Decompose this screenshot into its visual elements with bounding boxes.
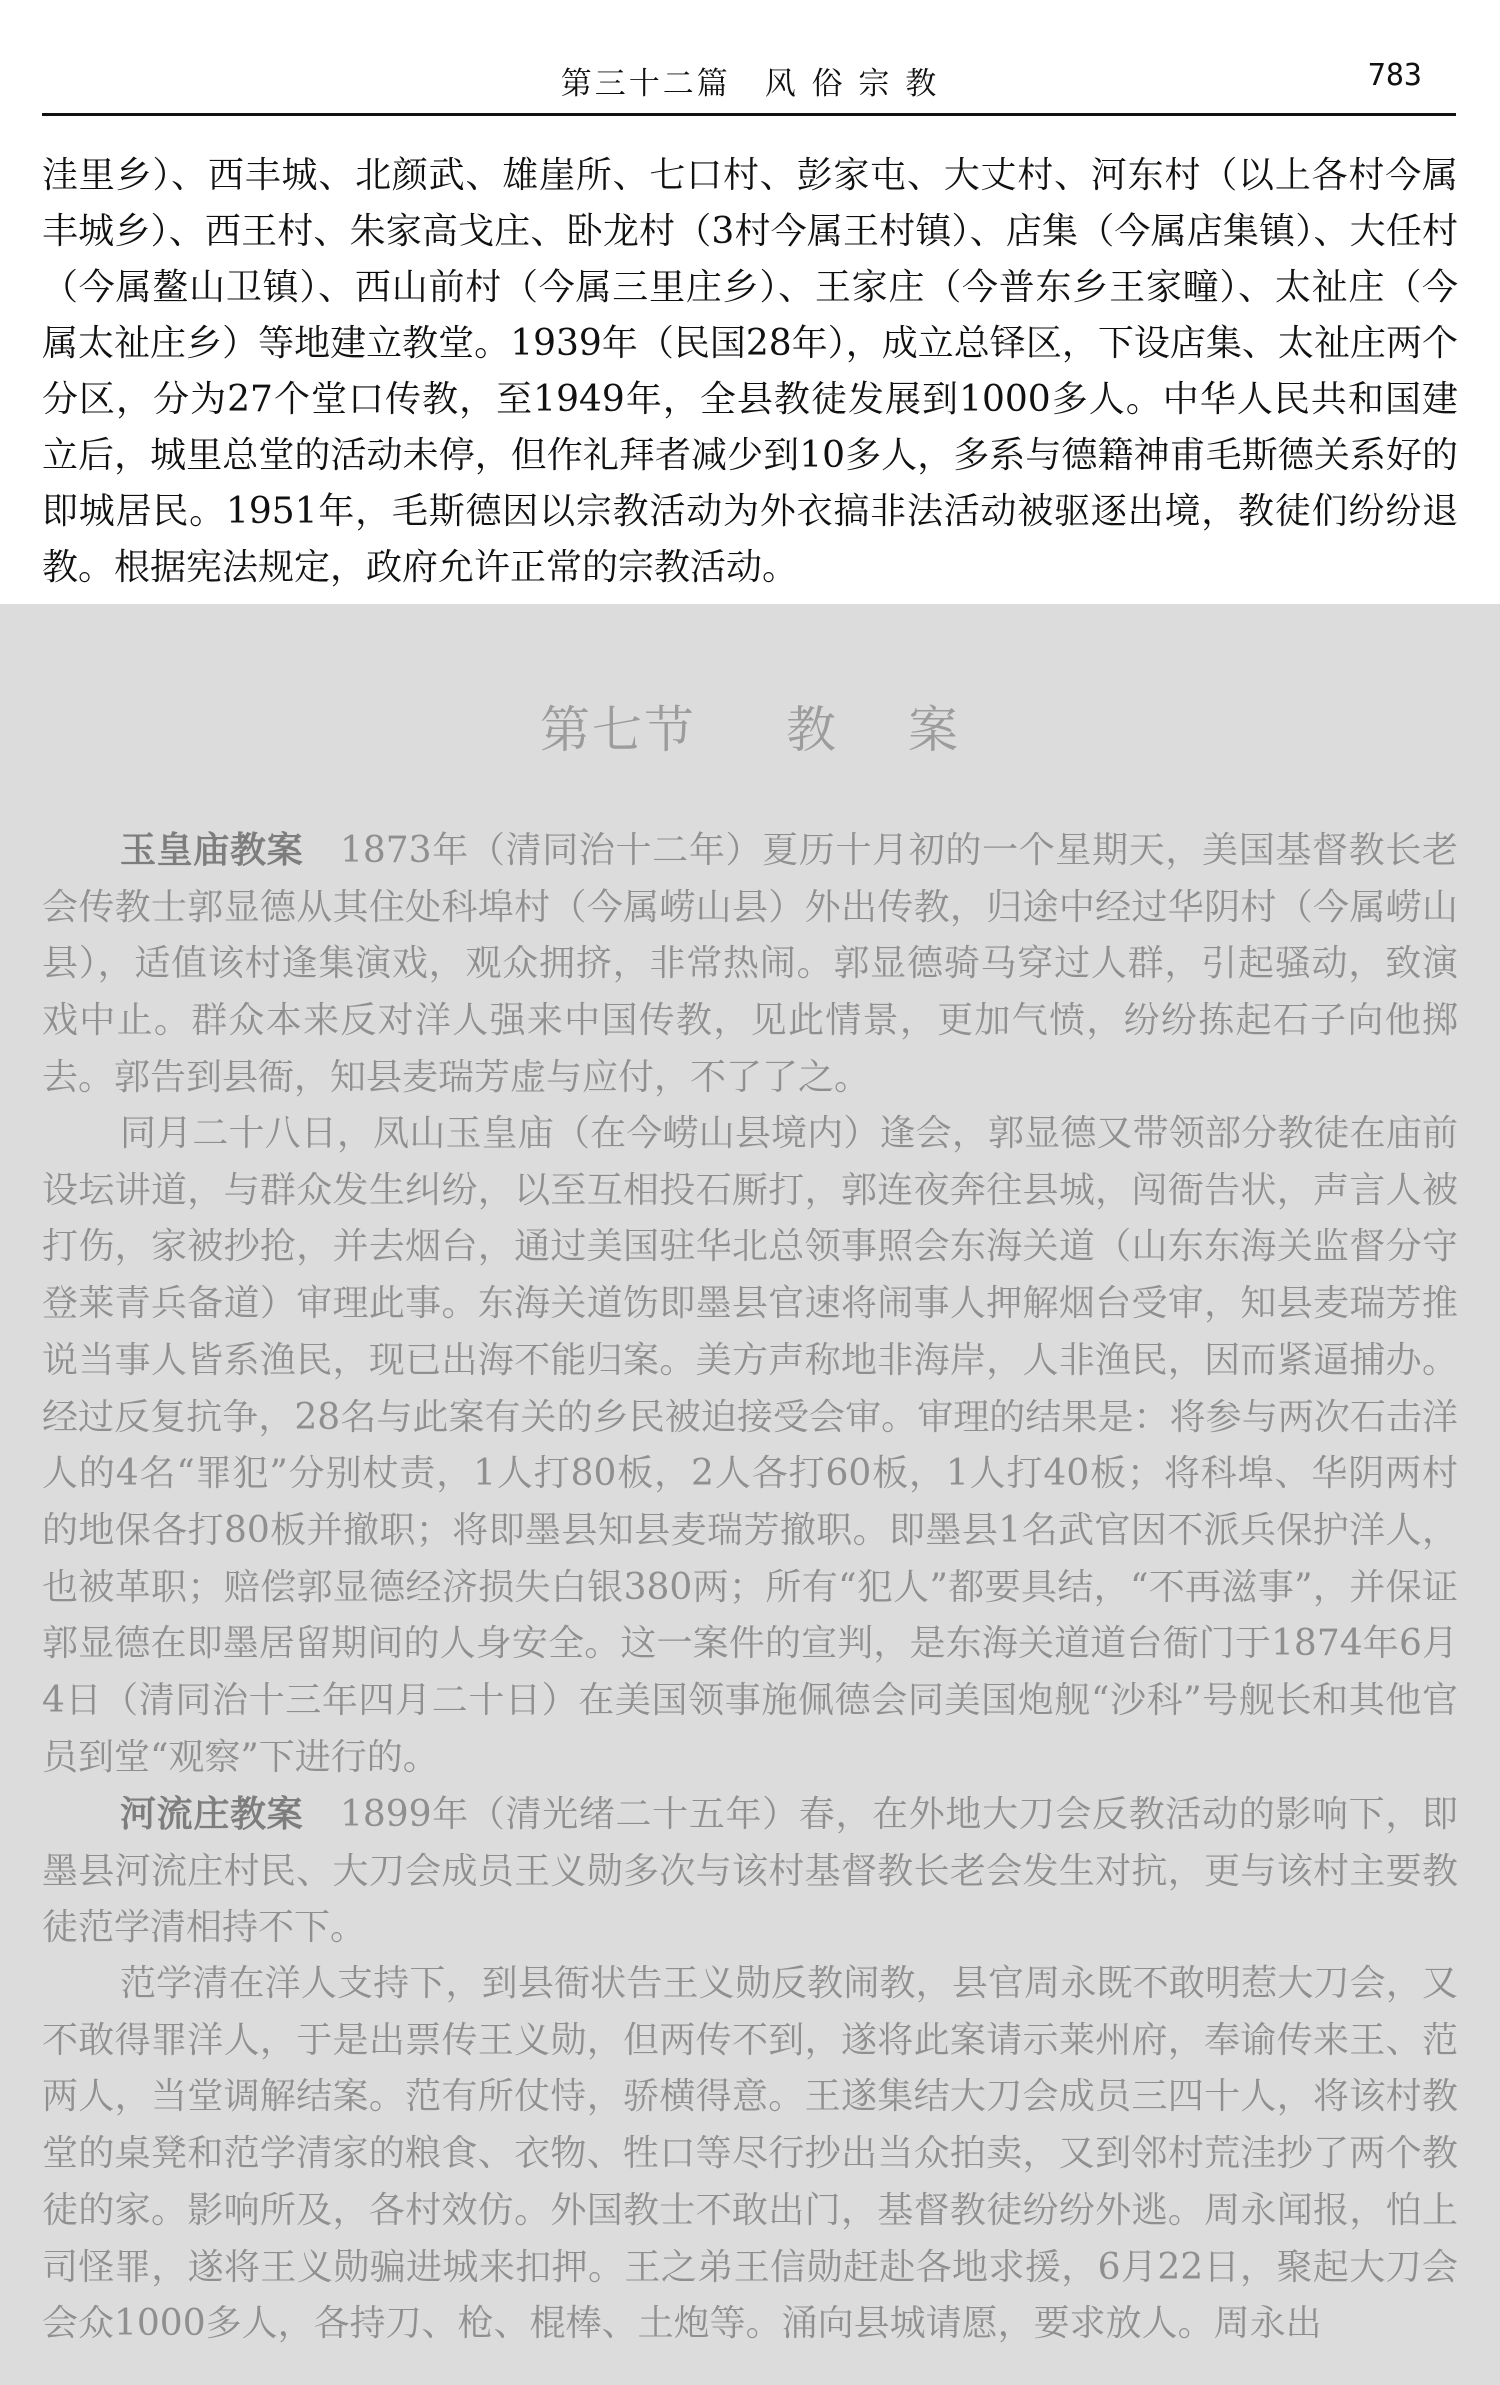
section-title-char-2: 案 (908, 701, 960, 759)
section-number: 第七节 (540, 701, 696, 759)
paragraph-yuhuangmiao-continued (42, 1106, 1458, 1786)
header-rule (42, 113, 1456, 116)
case-title: 玉皇庙教案 (120, 829, 304, 871)
page-number: 783 (1367, 58, 1422, 93)
continued-paragraph: 洼里乡）、西丰城、北颜武、雄崖所、七口村、彭家屯、大丈村、河东村（以上各村今属丰城乡）、西王村、朱家高戈庄、卧龙村（3村今属王村镇）、店集（今属店集镇）、大任村（今属鳌山卫镇）、西山前村（今属三里庄乡）、王家庄（今普东乡王家疃）、太祉庄（今属太祉庄乡）等地建立教堂。1939年（民国28年），成立总铎区，下设店集、太祉庄两个分区，分为27个堂口传教，至1949年，全县教徒发展到1000多人。中华人民共和国建立后，城里总堂的活动未停，但作礼拜者减少到10多人，多系与德籍神甫毛斯德关系好的即城居民。1951年，毛斯德因以宗教活动为外衣搞非法活动被驱逐出境，教徒们纷纷退教。根据宪法规定，政府允许正常的宗教活动。 (42, 155, 1458, 588)
paragraph-text: 1873年（清同治十二年）夏历十月初的一个星期天，美国基督教长老会传教士郭显德从其住处科埠村（今属崂山县）外出传教，归途中经过华阴村（今属崂山县），适值该村逢集演戏，观众拥挤，非常热闹。郭显德骑马穿过人群，引起骚动，致演戏中止。群众本来反对洋人强来中国传教，见此情景，更加气愤，纷纷拣起石子向他掷去。郭告到县衙，知县麦瑞芳虚与应付，不了了之。 (42, 830, 1458, 1098)
paragraph-text: 1899年（清光绪二十五年）春，在外地大刀会反教活动的影响下，即墨县河流庄村民、大刀会成员王义勋多次与该村基督教长老会发生对抗，更与该村主要教徒范学清相持不下。 (42, 1794, 1458, 1949)
paragraph-text: 同月二十八日，凤山玉皇庙（在今崂山县境内）逢会，郭显德又带领部分教徒在庙前设坛讲道，与群众发生纠纷，以至互相投石厮打，郭连夜奔往县城，闯衙告状，声言人被打伤，家被抄抢，并去烟台，通过美国驻华北总领事照会东海关道（山东东海关监督分守登莱青兵备道）审理此事。东海关道饬即墨县官速将闹事人押解烟台受审，知县麦瑞芳推说当事人皆系渔民，现已出海不能归案。美方声称地非海岸，人非渔民，因而紧逼捕办。经过反复抗争，28名与此案有关的乡民被迫接受会审。审理的结果是：将参与两次石击洋人的4名“罪犯”分别杖责，1人打80板，2人各打60板，1人打40板；将科埠、华阴两村的地保各打80板并撤职；将即墨县知县麦瑞芳撤职。即墨县1名武官因不派兵保护洋人，也被革职；赔偿郭显德经济损失白银380两；所有“犯人”都要具结，“不再滋事”，并保证郭显德在即墨居留期间的人身安全。这一案件的宣判，是东海关道道台衙门于1874年6月4日（清同治十三年四月二十日）在美国领事施佩德会同美国炮舰“沙科”号舰长和其他官员到堂“观察”下进行的。 (42, 1113, 1458, 1778)
section-title-char-1: 教 (786, 701, 838, 759)
paragraph-yuhuangmiao (42, 822, 1458, 1107)
running-title: 第三十二篇 风 俗 宗 教 (560, 66, 940, 102)
section-heading (0, 690, 1500, 762)
case-title: 河流庄教案 (120, 1793, 304, 1835)
page-header (0, 0, 1500, 118)
paragraph-heliuzhuang (42, 1786, 1458, 1957)
paragraph-text: 范学清在洋人支持下，到县衙状告王义勋反教闹教，县官周永既不敢明惹大刀会，又不敢得罪洋人，于是出票传王义勋，但两传不到，遂将此案请示莱州府，奉谕传来王、范两人，当堂调解结案。范有所仗恃，骄横得意。王遂集结大刀会成员三四十人，将该村教堂的桌凳和范学清家的粮食、衣物、牲口等尽行抄出当众拍卖，又到邻村荒洼抄了两个教徒的家。影响所及，各村效仿。外国教士不敢出门，基督教徒纷纷外逃。周永闻报，怕上司怪罪，遂将王义勋骗进城来扣押。王之弟王信勋赶赴各地求援，6月22日，聚起大刀会会众1000多人，各持刀、枪、棍棒、土炮等。涌向县城请愿，要求放人。周永出 (42, 1963, 1458, 2345)
paragraph-heliuzhuang-continued (42, 1956, 1458, 2353)
